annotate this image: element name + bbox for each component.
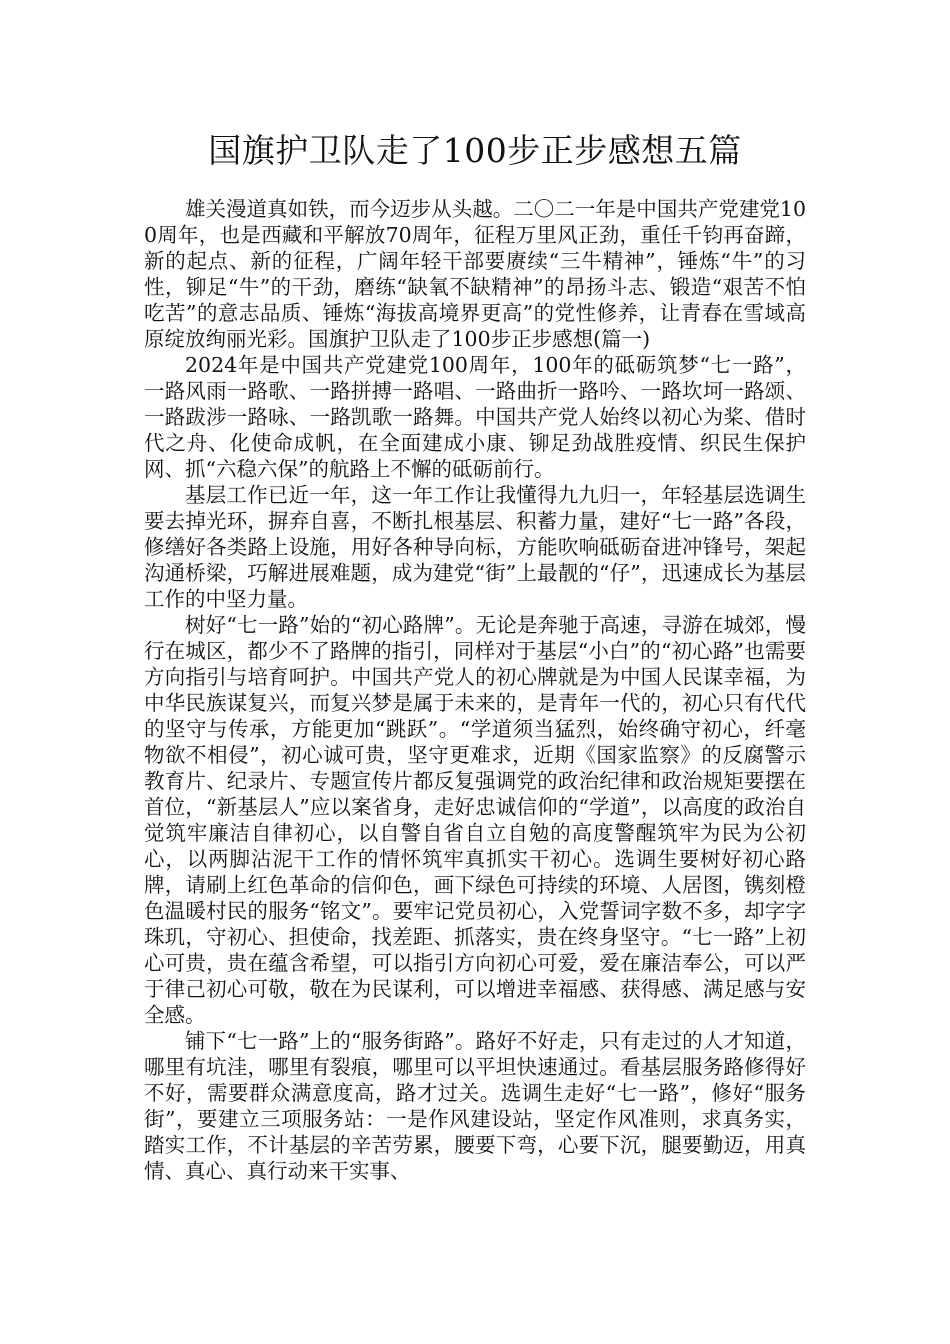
paragraph-2: 2024年是中国共产党建党100周年，100年的砥砺筑梦“七一路”，一路风雨一路歌、一路拼搏一路唱、一路曲折一路吟、一路坎坷一路颂、一路跋涉一路咏、一路凯歌一路舞。中国共产党人始终以初心为桨、借时代之舟、化使命成帆，在全面建成小康、铆足劲战胜疫情、织民生保护网、抓“六稳六保”的航路上不懈的砥砺前行。 (144, 353, 806, 481)
paragraph-4: 树好“七一路”始的“初心路牌”。无论是奔驰于高速，寻游在城郊，慢行在城区，都少不了路牌的指引，同样对于基层“小白”的“初心路”也需要方向指引与培育呵护。中国共产党人的初心牌就是为中国人民谋幸福，为中华民族谋复兴，而复兴梦是属于未来的，是青年一代的，初心只有代代的坚守与传承，方能更加“跳跃”。“学道须当猛烈，始终确守初心，纤毫物欲不相侵”，初心诚可贵，坚守更难求，近期《国家监察》的反腐警示教育片、纪录片、专题宣传片都反复强调党的政治纪律和政治规矩要摆在首位，“新基层人”应以案省身，走好忠诚信仰的“学道”，以高度的政治自觉筑牢廉洁自律初心，以自警自省自立自勉的高度警醒筑牢为民为公初心，以两脚沾泥干工作的情怀筑牢真抓实干初心。选调生要树好初心路牌，请刷上红色革命的信仰色，画下绿色可持续的环境、人居图，镌刻橙色温暖村民的服务“铭文”。要牢记党员初心，入党誓词字数不多，却字字珠玑，守初心、担使命，找差距、抓落实，贵在终身坚守。“七一路”上初心可贵，贵在蕴含希望，可以指引方向初心可爱，爱在廉洁奉公，可以严于律己初心可敬，敬在为民谋利，可以增进幸福感、获得感、满足感与安全感。 (144, 613, 806, 1027)
paragraph-3: 基层工作已近一年，这一年工作让我懂得九九归一，年轻基层选调生要去掉光环，摒弃自喜，不断扎根基层、积蓄力量，建好“七一路”各段，修缮好各类路上设施，用好各种导向标，方能吹响砥砺奋进冲锋号，架起沟通桥梁，巧解进展难题，成为建党“街”上最靓的“仔”，迅速成长为基层工作的中坚力量。 (144, 483, 806, 611)
paragraph-5: 铺下“七一路”上的“服务街路”。路好不好走，只有走过的人才知道，哪里有坑洼，哪里有裂痕，哪里可以平坦快速通过。看基层服务路修得好不好，需要群众满意度高，路才过关。选调生走好“七一路”，修好“服务街”，要建立三项服务站：一是作风建设站，坚定作风准则，求真务实，踏实工作，不计基层的辛苦劳累，腰要下弯，心要下沉，腿要勤迈，用真情、真心、真行动来干实事、 (144, 1029, 806, 1183)
paragraph-1: 雄关漫道真如铁，而今迈步从头越。二〇二一年是中国共产党建党100周年，也是西藏和平解放70周年，征程万里风正劲，重任千钧再奋蹄，新的起点、新的征程，广阔年轻干部要赓续“三牛精神”，锤炼“牛”的习性，铆足“牛”的干劲，磨练“缺氧不缺精神”的昂扬斗志、锻造“艰苦不怕吃苦”的意志品质、锤炼“海拔高境界更高”的党性修养，让青春在雪域高原绽放绚丽光彩。国旗护卫队走了100步正步感想(篇一) (144, 197, 806, 351)
document-title: 国旗护卫队走了100步正步感想五篇 (208, 131, 742, 170)
document-body (144, 196, 806, 1184)
